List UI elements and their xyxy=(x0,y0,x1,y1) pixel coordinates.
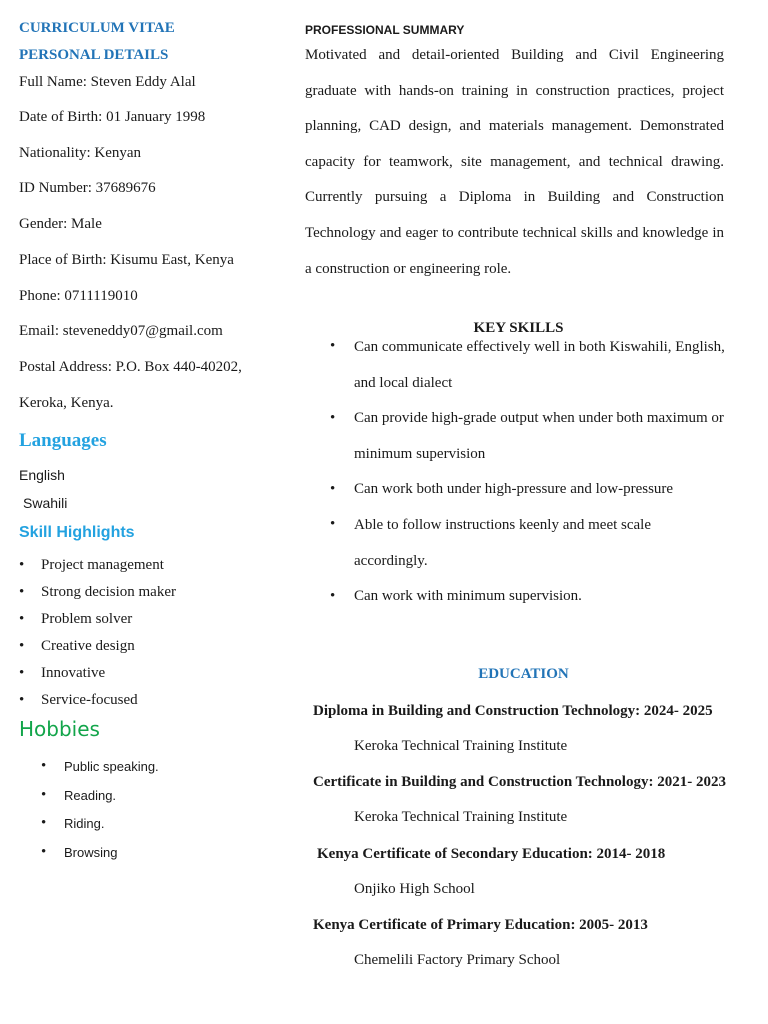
bullet-icon: • xyxy=(41,758,47,774)
education-school: Onjiko High School xyxy=(354,881,475,897)
education-title: Kenya Certificate of Primary Education: 2005- 2013 xyxy=(313,917,648,933)
postal-address-line1: Postal Address: P.O. Box 440-40202, xyxy=(19,359,242,375)
bullet-icon: • xyxy=(19,584,25,600)
education-school: Keroka Technical Training Institute xyxy=(354,738,568,754)
date-of-birth: Date of Birth: 01 January 1998 xyxy=(19,109,206,125)
place-of-birth: Place of Birth: Kisumu East, Kenya xyxy=(19,252,234,268)
education-title: Certificate in Building and Construction Technology: 2021- 2023 xyxy=(313,774,726,790)
education-title: Kenya Certificate of Secondary Education: 2014- 2018 xyxy=(317,846,666,862)
education-school: Chemelili Factory Primary School xyxy=(354,952,561,968)
bullet-icon: • xyxy=(330,481,336,497)
bullet-icon: • xyxy=(330,516,336,532)
bullet-icon: • xyxy=(41,844,47,860)
bullet-icon: • xyxy=(19,638,25,654)
key-skills-heading: KEY SKILLS xyxy=(473,320,564,336)
bullet-icon: • xyxy=(19,665,25,681)
skill-highlights-heading: Skill Highlights xyxy=(19,524,135,541)
bullet-icon: • xyxy=(41,787,47,803)
phone: Phone: 0711119010 xyxy=(19,288,138,304)
education-heading: EDUCATION xyxy=(478,666,569,682)
email: Email: steveneddy07@gmail.com xyxy=(19,323,223,339)
id-number: ID Number: 37689676 xyxy=(19,180,156,196)
full-name: Full Name: Steven Eddy Alal xyxy=(19,74,196,90)
gender: Gender: Male xyxy=(19,216,102,232)
bullet-icon: • xyxy=(330,338,336,354)
bullet-icon: • xyxy=(19,557,25,573)
bullet-icon: • xyxy=(19,611,25,627)
languages-heading: Languages xyxy=(19,430,107,451)
professional-summary-text: Motivated and detail-oriented Building and Civil Engineering graduate with hands-on training in construction practices, project planning, CAD design, and materials management. Demonstrated capacity for teamwork, site management, and technical drawing. Currently pursuing a Diploma in Building and Construction Technology and eager to contribute technical skills and knowledge in a construction or engineering role. xyxy=(305,47,724,277)
bullet-icon: • xyxy=(330,410,336,426)
bullet-icon: • xyxy=(330,588,336,604)
language-item: English xyxy=(19,467,65,483)
bullet-icon: • xyxy=(19,692,25,708)
hobbies-heading: Hobbies xyxy=(19,717,100,741)
professional-summary-heading: PROFESSIONAL SUMMARY xyxy=(305,23,465,37)
language-item: Swahili xyxy=(23,495,68,511)
bullet-icon: • xyxy=(41,815,47,831)
postal-address-line2: Keroka, Kenya. xyxy=(19,395,114,411)
nationality: Nationality: Kenyan xyxy=(19,145,142,161)
education-title: Diploma in Building and Construction Technology: 2024- 2025 xyxy=(313,703,713,719)
personal-details-heading: PERSONAL DETAILS xyxy=(19,47,169,63)
education-school: Keroka Technical Training Institute xyxy=(354,809,568,825)
cv-title: CURRICULUM VITAE xyxy=(19,20,175,36)
